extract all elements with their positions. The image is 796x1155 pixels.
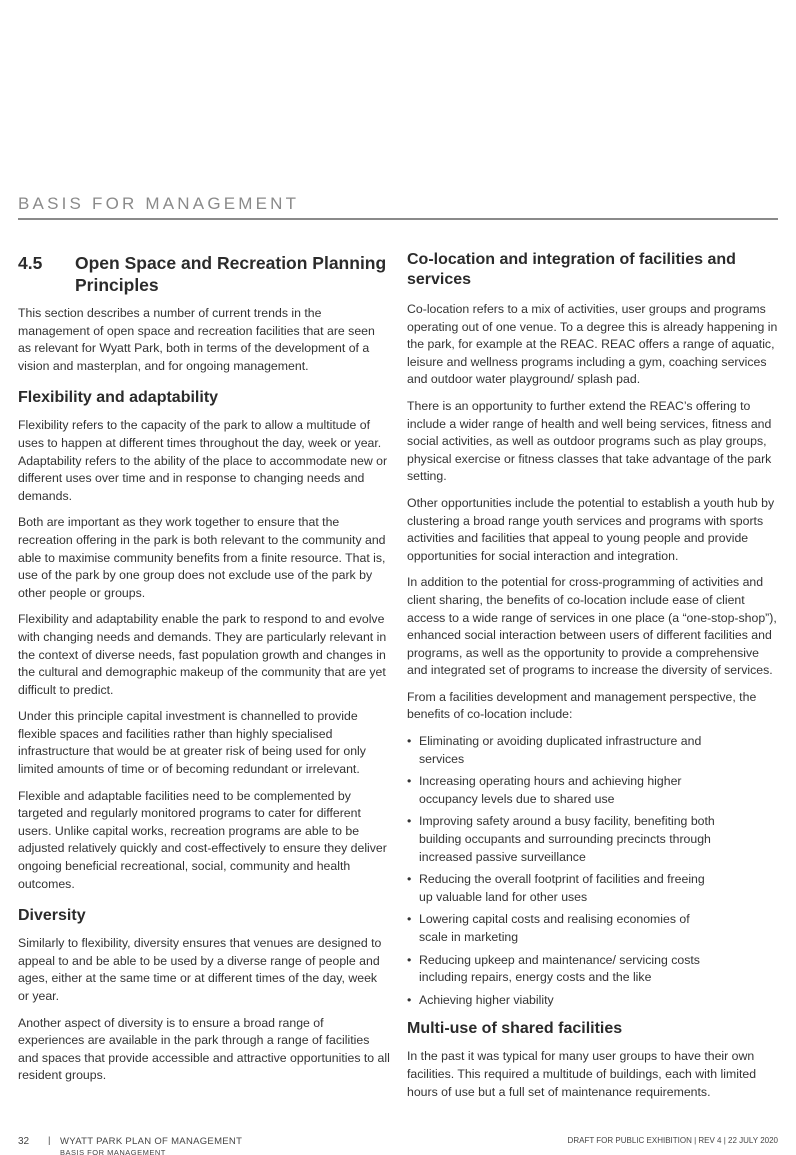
section-heading bbox=[18, 252, 390, 296]
colocation-paragraph: Other opportunities include the potential to establish a youth hub by clustering a broad range youth services and programs with sports activities and facilities that appeal to young people and provide opportunities for social interaction and integration. bbox=[407, 495, 775, 563]
diversity-paragraph: Another aspect of diversity is to ensure a broad range of experiences are available in the park through a range of facilities and spaces that provide accessible and attractive opportunities to all resident groups. bbox=[18, 1015, 390, 1083]
list-item bbox=[407, 773, 779, 808]
diversity-heading: Diversity bbox=[18, 907, 86, 925]
bullet-icon: • bbox=[407, 952, 412, 967]
header-divider bbox=[18, 218, 778, 220]
diversity-paragraph: Similarly to flexibility, diversity ensures that venues are designed to appeal to and be able to be used by a diverse range of people and ages, either at the same time or at different times of the day, week or year. bbox=[18, 936, 382, 1003]
flexibility-paragraph: Flexibility and adaptability enable the park to respond to and evolve with changing needs and demands. They are particularly relevant in the context of diverse needs, fast population growth and changes in the cultural and demographic makeup of the community that are yet difficult to predict. bbox=[18, 612, 387, 697]
document-subtitle: BASIS FOR MANAGEMENT bbox=[60, 1148, 166, 1155]
page-footer bbox=[18, 1136, 778, 1155]
flexibility-heading: Flexibility and adaptability bbox=[18, 389, 219, 407]
footer-separator: | bbox=[48, 1136, 51, 1146]
section-title: BASIS FOR MANAGEMENT bbox=[18, 194, 300, 213]
flexibility-paragraph: Flexible and adaptable facilities need to be complemented by targeted and regularly monitored programs to cater for different users. Unlike capital works, recreation programs are able to be adjusted relatively quickly and cost-effectively to ensure they deliver ongoing beneficial recreational, social, community and health outcomes. bbox=[18, 788, 387, 891]
list-item-text: Improving safety around a busy facility, benefiting both building occupants and surrounding precincts through increased passive surveillance bbox=[419, 814, 715, 864]
page-number: 32 bbox=[18, 1136, 30, 1147]
list-item bbox=[407, 813, 779, 866]
bullet-icon: • bbox=[407, 814, 412, 829]
bullet-icon: • bbox=[407, 734, 412, 749]
colocation-paragraph: From a facilities development and management perspective, the benefits of co-location include: bbox=[407, 689, 757, 722]
multi-use-paragraph: In the past it was typical for many user groups to have their own facilities. This required a multitude of buildings, each with limited hours of use but a full set of maintenance requirements. bbox=[407, 1049, 757, 1099]
bullet-icon: • bbox=[407, 912, 412, 927]
section-heading-text: Open Space and Recreation Planning Principles bbox=[75, 253, 387, 295]
colocation-heading: Co-location and integration of facilities and services bbox=[407, 251, 736, 288]
bullet-icon: • bbox=[407, 872, 412, 887]
colocation-paragraph: There is an opportunity to further extend the REAC’s offering to include a wider range of health and well being services, fitness and social activities, as well as outdoor programs such as play groups, physical exercise or fitness classes that take advantage of the park setting. bbox=[407, 398, 772, 484]
list-item bbox=[407, 911, 779, 946]
colocation-paragraph: In addition to the potential for cross-programming of activities and client sharing, the benefits of co-location include ease of client access to a wide range of services in one place (a “one-stop-shop”), enhanced social interaction between users of different facilities and programs, as well as the opportunity to provide a comprehensive and integrated set of programs to increase the diversity of services. bbox=[407, 575, 777, 678]
bullet-icon: • bbox=[407, 774, 412, 789]
list-item-text: Reducing upkeep and maintenance/ servicing costs including repairs, energy costs and the like bbox=[419, 952, 700, 985]
list-item-text: Eliminating or avoiding duplicated infrastructure and services bbox=[419, 734, 702, 766]
flexibility-paragraph: Both are important as they work together to ensure that the recreation offering in the park is both relevant to the community and able to maximise community benefits from a finite resource. That is, use of the park by one group does not exclude use of the park by other people or groups. bbox=[18, 515, 386, 600]
bullet-icon: • bbox=[407, 992, 412, 1007]
right-column bbox=[407, 248, 779, 1110]
intro-paragraph: This section describes a number of current trends in the management of open space and recreation facilities that are seen as relevant for Wyatt Park, both in terms of the development of a vision and masterplan, and for ongoing management. bbox=[18, 306, 375, 373]
list-item-text: Lowering capital costs and realising economies of scale in marketing bbox=[419, 912, 690, 944]
list-item bbox=[407, 733, 779, 768]
flexibility-paragraph: Under this principle capital investment is channelled to provide flexible spaces and facilities rather than highly specialised infrastructure that would be at greater risk of being used for only limited amounts of time or of becoming redundant or irrelevant. bbox=[18, 709, 366, 777]
draft-note: DRAFT FOR PUBLIC EXHIBITION | REV 4 | 22 JULY 2020 bbox=[567, 1136, 778, 1145]
colocation-paragraph: Co-location refers to a mix of activities, user groups and programs operating out of one venue. To a degree this is already happening in the park, for example at the REAC. REAC offers a range of aquatic, leisure and wellness programs including a gym, coaching services and outdoor water playground/ splash pad. bbox=[407, 302, 778, 387]
list-item bbox=[407, 871, 779, 906]
list-item-text: Reducing the overall footprint of facilities and freeing up valuable land for other uses bbox=[419, 872, 705, 904]
left-column bbox=[18, 248, 390, 1094]
multi-use-heading: Multi-use of shared facilities bbox=[407, 1020, 623, 1038]
list-item-text: Achieving higher viability bbox=[419, 992, 554, 1007]
section-number: 4.5 bbox=[18, 253, 43, 273]
list-item bbox=[407, 952, 779, 987]
flexibility-paragraph: Flexibility refers to the capacity of the park to allow a multitude of uses to happen at different times throughout the day, week or year. Adaptability refers to the ability of the place to accommodate new or different uses over time and in response to changing needs and demands. bbox=[18, 418, 388, 503]
list-item-text: Increasing operating hours and achieving higher occupancy levels due to shared use bbox=[419, 774, 682, 806]
list-item bbox=[407, 992, 779, 1010]
benefits-list bbox=[407, 733, 779, 1009]
document-title: WYATT PARK PLAN OF MANAGEMENT bbox=[60, 1136, 243, 1147]
